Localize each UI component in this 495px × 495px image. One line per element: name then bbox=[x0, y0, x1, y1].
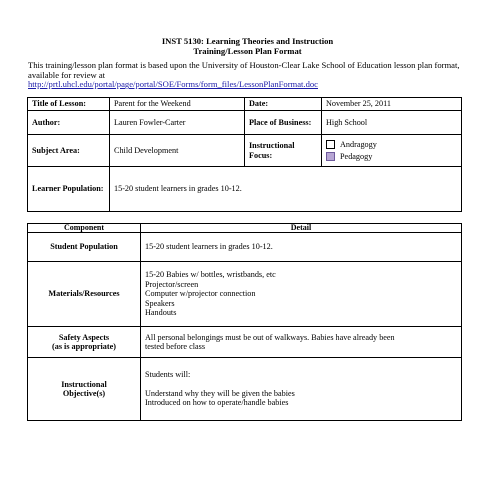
lesson-detail-table bbox=[27, 223, 462, 421]
component-label: Materials/Resources bbox=[28, 262, 141, 327]
lesson-info-table bbox=[27, 97, 462, 212]
detail-column-header: Detail bbox=[141, 224, 462, 233]
place-value: High School bbox=[322, 111, 462, 135]
detail-row-objectives bbox=[28, 358, 462, 421]
detail-cell bbox=[141, 262, 462, 327]
checkbox-checked-icon[interactable] bbox=[326, 152, 335, 161]
document-title: INST 5130: Learning Theories and Instruction bbox=[161, 36, 334, 46]
focus-option-andragogy[interactable] bbox=[326, 139, 457, 151]
intro-paragraph bbox=[28, 61, 473, 90]
detail-line: Computer w/projector connection bbox=[145, 289, 256, 299]
component-label: Student Population bbox=[28, 233, 141, 262]
detail-row-materials bbox=[28, 262, 462, 327]
detail-line: 15-20 student learners in grades 10-12. bbox=[145, 242, 273, 252]
component-label bbox=[28, 327, 141, 358]
detail-line: Handouts bbox=[145, 308, 177, 318]
checkbox-unchecked-icon[interactable] bbox=[326, 140, 335, 149]
component-column-header: Component bbox=[28, 224, 141, 233]
component-label bbox=[28, 358, 141, 421]
learner-value: 15-20 student learners in grades 10-12. bbox=[110, 167, 462, 212]
detail-header-row bbox=[28, 224, 462, 233]
component-label-line: Objective(s) bbox=[62, 389, 106, 398]
title-label: Title of Lesson: bbox=[28, 98, 110, 111]
subject-value: Child Development bbox=[110, 135, 245, 167]
focus-option-label: Pedagogy bbox=[340, 151, 373, 161]
detail-cell bbox=[141, 233, 462, 262]
date-value: November 25, 2011 bbox=[322, 98, 462, 111]
lesson-plan-format-link[interactable]: http://prtl.uhcl.edu/portal/page/portal/SOE/Forms/form_files/LessonPlanFormat.doc bbox=[28, 79, 318, 90]
date-label: Date: bbox=[245, 98, 322, 111]
detail-line: Projector/screen bbox=[145, 279, 199, 289]
detail-cell bbox=[141, 327, 462, 358]
author-label: Author: bbox=[28, 111, 110, 135]
focus-label: Instructional Focus: bbox=[245, 135, 322, 167]
focus-options bbox=[322, 135, 462, 167]
detail-line bbox=[145, 380, 457, 389]
title-value: Parent for the Weekend bbox=[110, 98, 245, 111]
detail-row-student-population bbox=[28, 233, 462, 262]
intro-text: This training/lesson plan format is based upon the University of Houston-Clear Lake School of Education lesson plan format, available for review at bbox=[28, 60, 460, 80]
detail-line: Students will: bbox=[145, 370, 191, 380]
detail-line: tested before class bbox=[145, 342, 206, 351]
document-header bbox=[0, 36, 495, 56]
component-label-line: (as is appropriate) bbox=[52, 342, 116, 351]
subject-label: Subject Area: bbox=[28, 135, 110, 167]
detail-line: All personal belongings must be out of walkways. Babies have already been bbox=[145, 332, 395, 342]
place-label: Place of Business: bbox=[245, 111, 322, 135]
info-row-subject bbox=[28, 135, 462, 167]
focus-option-pedagogy[interactable] bbox=[326, 151, 457, 163]
info-row-learners bbox=[28, 167, 462, 212]
detail-line: Speakers bbox=[145, 298, 175, 308]
info-row-author bbox=[28, 111, 462, 135]
info-row-title bbox=[28, 98, 462, 111]
component-label-line: Instructional bbox=[61, 379, 107, 389]
focus-option-label: Andragogy bbox=[340, 139, 377, 149]
detail-row-safety bbox=[28, 327, 462, 358]
learner-label: Learner Population: bbox=[28, 167, 110, 212]
component-label-line: Safety Aspects bbox=[58, 332, 110, 342]
detail-line: 15-20 Babies w/ bottles, wristbands, etc bbox=[145, 270, 276, 280]
detail-cell bbox=[141, 358, 462, 421]
detail-line: Introduced on how to operate/handle babies bbox=[145, 398, 289, 408]
detail-line: Understand why they will be given the babies bbox=[145, 388, 295, 398]
document-subtitle: Training/Lesson Plan Format bbox=[193, 46, 302, 56]
author-value: Lauren Fowler-Carter bbox=[110, 111, 245, 135]
